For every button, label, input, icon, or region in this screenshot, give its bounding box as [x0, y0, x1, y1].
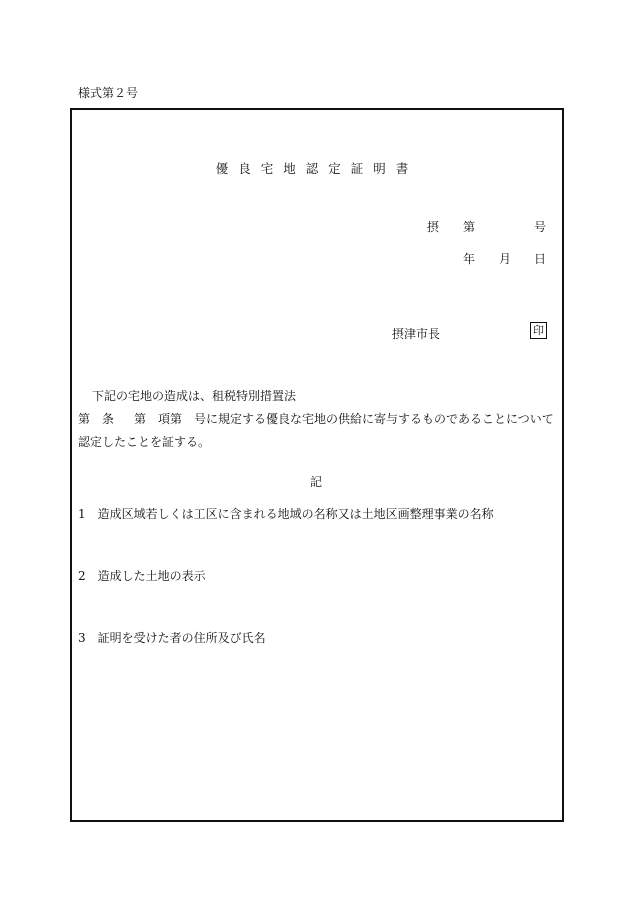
- list-item: [78, 505, 494, 522]
- body-jo: 条: [102, 412, 115, 426]
- ki-heading: 記: [310, 475, 323, 489]
- body-line-1: 下記の宅地の造成は、租税特別措置法: [92, 389, 297, 403]
- item-number: 1: [78, 507, 86, 521]
- list-item: [78, 567, 206, 584]
- item-text: 造成区域若しくは工区に含まれる地域の名称又は土地区画整理事業の名称: [97, 507, 494, 521]
- item-text: 造成した土地の表示: [97, 569, 206, 583]
- seal-mark: 印: [530, 322, 547, 339]
- body-dai: 第: [78, 412, 91, 426]
- number-go: 号: [534, 220, 547, 234]
- item-number: 2: [78, 569, 86, 583]
- form-number: 様式第２号: [78, 86, 139, 100]
- body-line-3: 認定したことを証する。: [78, 435, 211, 449]
- date-day: 日: [534, 252, 547, 266]
- body-rest: 第 項第 号に規定する優良な宅地の供給に寄与するものであることについて: [134, 412, 554, 426]
- date-year: 年: [463, 252, 476, 266]
- date-month: 月: [499, 252, 512, 266]
- number-dai: 第: [463, 220, 476, 234]
- certificate-frame: [70, 108, 564, 822]
- item-text: 証明を受けた者の住所及び氏名: [97, 631, 266, 645]
- list-item: [78, 629, 266, 646]
- number-prefix: 摂: [427, 220, 440, 234]
- issuer-name: 摂津市長: [392, 327, 441, 341]
- body-line-2: [78, 410, 554, 427]
- certificate-title: 優良宅地認定証明書: [215, 161, 419, 176]
- item-number: 3: [78, 631, 86, 645]
